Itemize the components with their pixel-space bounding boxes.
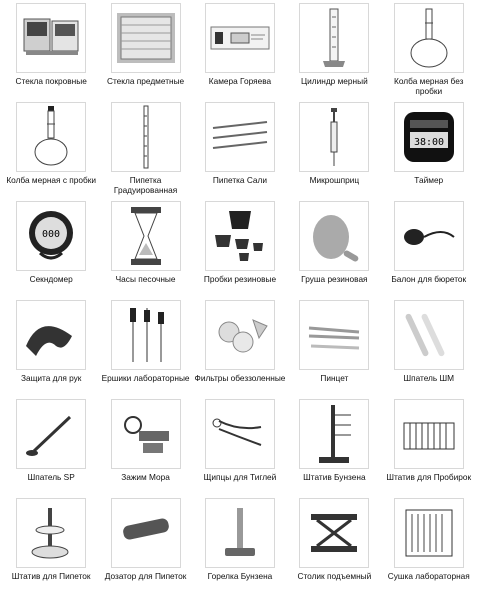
crucible-tongs-icon[interactable] (205, 399, 275, 469)
product-label[interactable]: Таймер (414, 175, 444, 185)
product-label[interactable]: Горелка Бунзена (207, 571, 273, 581)
product-card[interactable] (287, 498, 381, 597)
product-label[interactable]: Микрошприц (309, 175, 360, 185)
product-card[interactable] (98, 300, 192, 399)
product-card[interactable] (98, 201, 192, 300)
product-label[interactable]: Балон для бюреток (391, 274, 467, 284)
counting-chamber-icon[interactable] (205, 3, 275, 73)
hourglass-icon[interactable] (111, 201, 181, 271)
product-label[interactable]: Пипетка Сали (212, 175, 268, 185)
microsyringe-icon[interactable] (299, 102, 369, 172)
product-card[interactable] (287, 3, 381, 102)
lab-jack-icon[interactable] (299, 498, 369, 568)
product-label[interactable]: Шпатель SP (27, 472, 75, 482)
product-card[interactable] (193, 300, 287, 399)
product-card[interactable] (4, 300, 98, 399)
graduated-pipette-icon[interactable] (111, 102, 181, 172)
product-label[interactable]: Цилиндр мерный (301, 76, 368, 86)
spatula-spoon-icon[interactable] (16, 399, 86, 469)
volumetric-flask-icon[interactable] (394, 3, 464, 73)
bunsen-stand-icon[interactable] (299, 399, 369, 469)
product-card[interactable] (382, 399, 476, 498)
product-card[interactable] (287, 399, 381, 498)
product-label[interactable]: Щипцы для Тиглей (203, 472, 277, 482)
product-card[interactable] (382, 102, 476, 201)
measuring-cylinder-icon[interactable] (299, 3, 369, 73)
product-label[interactable]: Ершики лабораторные (101, 373, 190, 383)
product-label[interactable]: Пинцет (320, 373, 349, 383)
drying-rack-icon[interactable] (394, 498, 464, 568)
pipette-stand-icon[interactable] (16, 498, 86, 568)
tweezers-icon[interactable] (299, 300, 369, 370)
test-tube-rack-icon[interactable] (394, 399, 464, 469)
sahli-pipette-icon[interactable] (205, 102, 275, 172)
mohr-clamp-icon[interactable] (111, 399, 181, 469)
product-card[interactable] (382, 3, 476, 102)
product-card[interactable] (98, 3, 192, 102)
product-card[interactable] (98, 399, 192, 498)
product-label[interactable]: Часы песочные (115, 274, 176, 284)
product-label[interactable]: Штатив Бунзена (303, 472, 366, 482)
product-card[interactable] (382, 300, 476, 399)
product-card[interactable] (98, 498, 192, 597)
product-label[interactable]: Шпатель ШМ (403, 373, 455, 383)
product-card[interactable] (193, 399, 287, 498)
product-label[interactable]: Стекла предметные (106, 76, 185, 86)
product-card[interactable] (287, 201, 381, 300)
product-label[interactable]: Пробки резиновые (203, 274, 277, 284)
product-label[interactable]: Груша резиновая (301, 274, 368, 284)
product-grid (4, 3, 476, 597)
product-card[interactable] (193, 102, 287, 201)
product-label[interactable]: Защита для рук (20, 373, 82, 383)
bunsen-burner-icon[interactable] (205, 498, 275, 568)
hand-protector-icon[interactable] (16, 300, 86, 370)
product-card[interactable] (4, 102, 98, 201)
lab-brushes-icon[interactable] (111, 300, 181, 370)
product-card[interactable] (193, 3, 287, 102)
timer-icon[interactable] (394, 102, 464, 172)
product-label[interactable]: Стекла покровные (15, 76, 87, 86)
pipette-filler-icon[interactable] (111, 498, 181, 568)
burette-bulb-icon[interactable] (394, 201, 464, 271)
product-label[interactable]: Пипетка Градуированная (113, 175, 178, 195)
product-label[interactable]: Столик подъемный (297, 571, 372, 581)
product-label[interactable]: Фильтры обеззоленные (194, 373, 286, 383)
product-card[interactable] (4, 498, 98, 597)
product-label[interactable]: Штатив для Пробирок (386, 472, 472, 482)
product-card[interactable] (382, 498, 476, 597)
product-card[interactable] (287, 102, 381, 201)
product-card[interactable] (4, 201, 98, 300)
product-card[interactable] (193, 498, 287, 597)
product-label[interactable]: Колба мерная без пробки (394, 76, 464, 96)
spatula-flat-icon[interactable] (394, 300, 464, 370)
product-label[interactable]: Сушка лабораторная (387, 571, 470, 581)
product-label[interactable]: Секндомер (29, 274, 73, 284)
rubber-bulb-icon[interactable] (299, 201, 369, 271)
svg-text:38:00: 38:00 (413, 137, 444, 148)
product-label[interactable]: Дозатор для Пипеток (104, 571, 187, 581)
product-label[interactable]: Зажим Мора (121, 472, 170, 482)
product-card[interactable] (4, 3, 98, 102)
product-card[interactable] (4, 399, 98, 498)
microscope-slides-icon[interactable] (111, 3, 181, 73)
volumetric-flask-stopper-icon[interactable] (16, 102, 86, 172)
product-card[interactable] (287, 300, 381, 399)
rubber-stoppers-icon[interactable] (205, 201, 275, 271)
product-label[interactable]: Колба мерная с пробки (6, 175, 97, 185)
product-label[interactable]: Камера Горяева (208, 76, 272, 86)
product-card[interactable] (98, 102, 192, 201)
product-card[interactable] (193, 201, 287, 300)
svg-text:000: 000 (42, 229, 61, 240)
product-label[interactable]: Штатив для Пипеток (11, 571, 91, 581)
ashless-filters-icon[interactable] (205, 300, 275, 370)
stopwatch-icon[interactable] (16, 201, 86, 271)
product-card[interactable] (382, 201, 476, 300)
coverslip-box-icon[interactable] (16, 3, 86, 73)
